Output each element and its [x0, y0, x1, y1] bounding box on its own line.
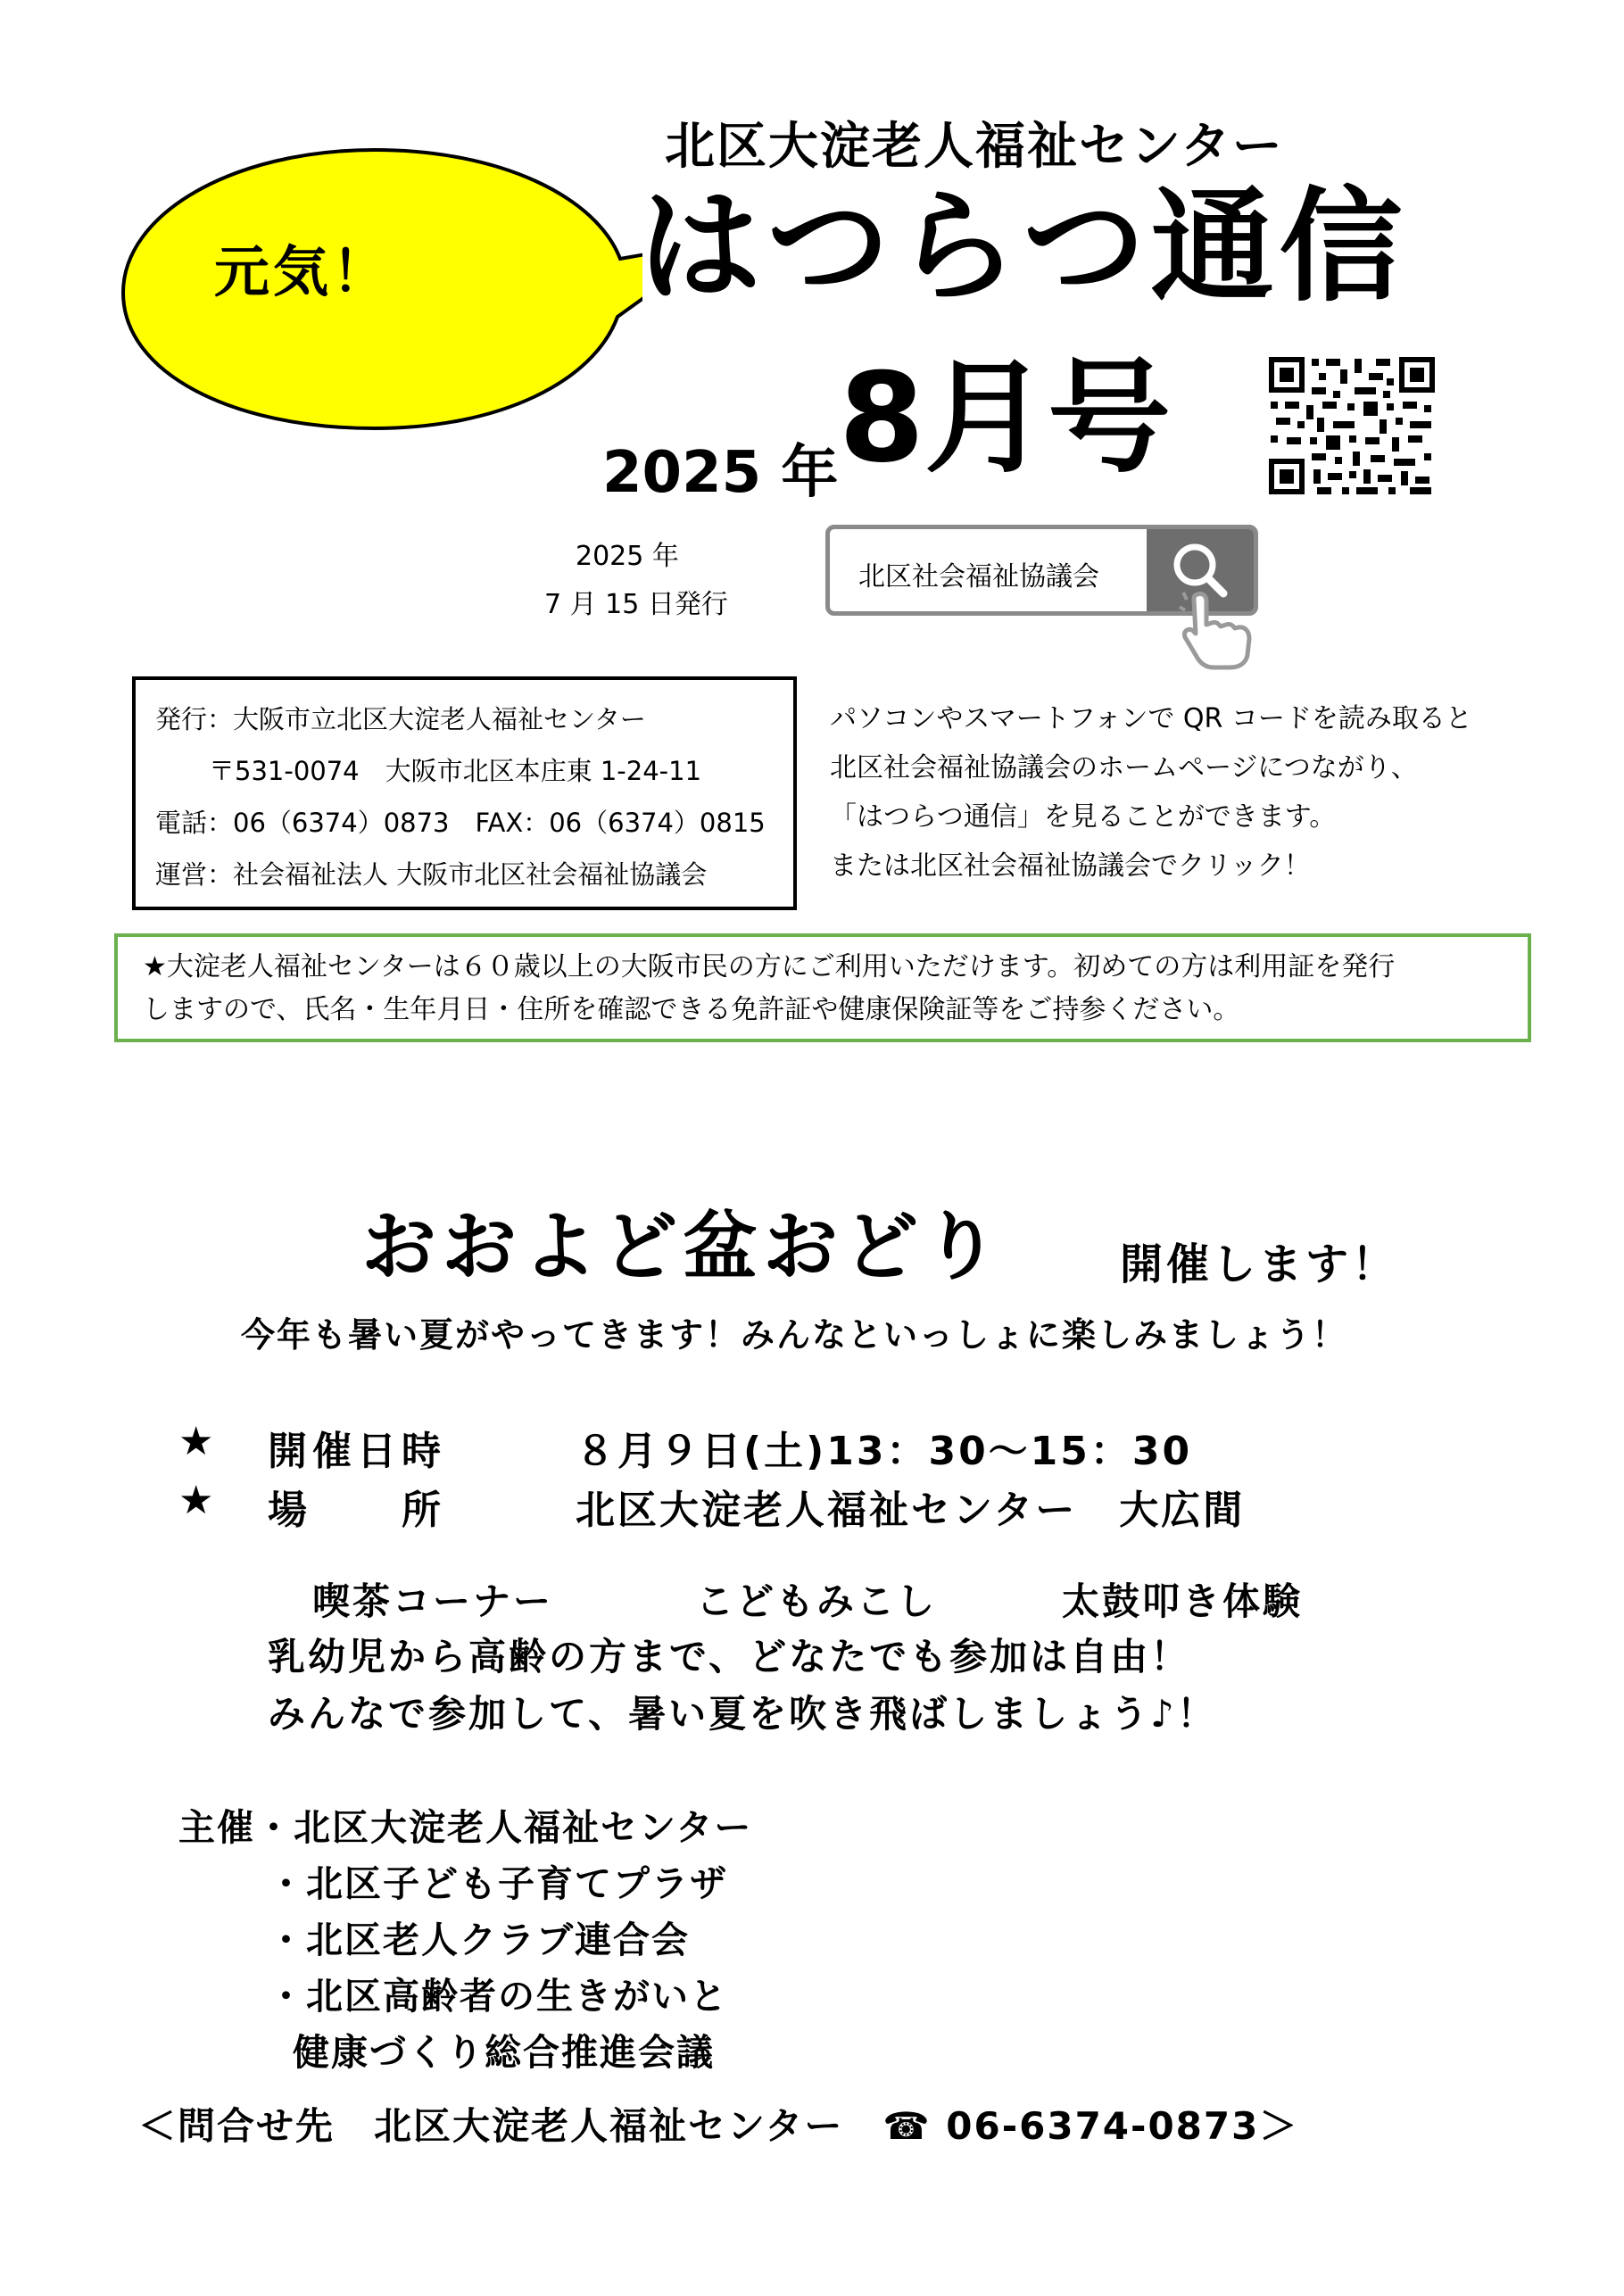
host-line: 主催・北区大淀老人福祉センター [178, 1806, 753, 1849]
info-label: 場 所 [268, 1488, 446, 1533]
newsletter-title: はつらつ通信 [638, 175, 1408, 319]
info-value: 北区大淀老人福祉センター 大広間 [576, 1488, 1246, 1533]
notice-line: しますので、氏名・生年月日・住所を確認できる免許証や健康保険証等をご持参ください。 [143, 994, 1240, 1025]
qr-description [830, 694, 1472, 891]
contact-info: ＜問合せ先 北区大淀老人福祉センター ☎ 06-6374-0873＞ [138, 2104, 1299, 2148]
search-query: 北区社会福祉協議会 [858, 561, 1099, 593]
pointer-hand-icon [1178, 589, 1258, 671]
qr-description-line: または北区社会福祉協議会でクリック！ [830, 850, 1311, 882]
qr-description-line: 「はつらつ通信」を見ることができます。 [830, 801, 1337, 833]
publisher-info-box [132, 676, 797, 910]
host-line: 健康づくり総合推進会議 [293, 2031, 715, 2074]
issue-year: 2025 年 [602, 440, 839, 506]
event-intro: 今年も暑い夏がやってきます！みんなといっしょに楽しみましょう！ [241, 1315, 1348, 1355]
publisher-address: 〒531-0074 大阪市北区本庄東 1-24-11 [209, 756, 702, 786]
publisher-operator: 運営：社会福祉法人 大阪市北区社会福祉協議会 [155, 859, 708, 890]
feature-item: 喫茶コーナー [312, 1579, 554, 1623]
bubble-text: 元気！ [214, 239, 392, 304]
event-body-line: 乳幼児から高齢の方まで、どなたでも参加は自由！ [268, 1635, 1191, 1678]
qr-description-line: 北区社会福祉協議会のホームページにつながり、 [830, 752, 1418, 783]
notice-line: ★大淀老人福祉センターは６０歳以上の大阪市民の方にご利用いただけます。初めての方は利用証を発行 [143, 951, 1396, 982]
qr-description-line: パソコンやスマートフォンで QR コードを読み取ると [830, 703, 1472, 734]
publisher-line: 発行：大阪市立北区大淀老人福祉センター [155, 704, 646, 734]
feature-item: 太鼓叩き体験 [1062, 1579, 1304, 1623]
qr-code[interactable] [1267, 355, 1437, 496]
host-line: ・北区高齢者の生きがいと [268, 1975, 728, 2018]
info-label: 開催日時 [268, 1429, 446, 1474]
publish-date: 7 月 15 日発行 [544, 589, 728, 620]
organization-title: 北区大淀老人福祉センター [665, 118, 1284, 176]
host-line: ・北区子ども子育てプラザ [268, 1862, 728, 1905]
host-line: ・北区老人クラブ連合会 [268, 1919, 690, 1961]
star-icon: ★ [178, 1478, 214, 1523]
event-title-suffix: 開催します！ [1120, 1239, 1399, 1289]
publisher-phone: 電話：06（6374）0873 FAX：06（6374）0815 [155, 808, 766, 838]
event-body-line: みんなで参加して、暑い夏を吹き飛ばしましょう♪！ [268, 1692, 1217, 1736]
event-title: おおよど盆おどり [361, 1203, 1005, 1290]
publish-year: 2025 年 [576, 541, 679, 572]
info-value: ８月９日(土)13：30～15：30 [576, 1429, 1193, 1474]
star-icon: ★ [178, 1419, 214, 1464]
issue-month: 8月号 [839, 346, 1172, 490]
notice-box [114, 933, 1531, 1042]
feature-item: こどもみこし [696, 1579, 938, 1623]
